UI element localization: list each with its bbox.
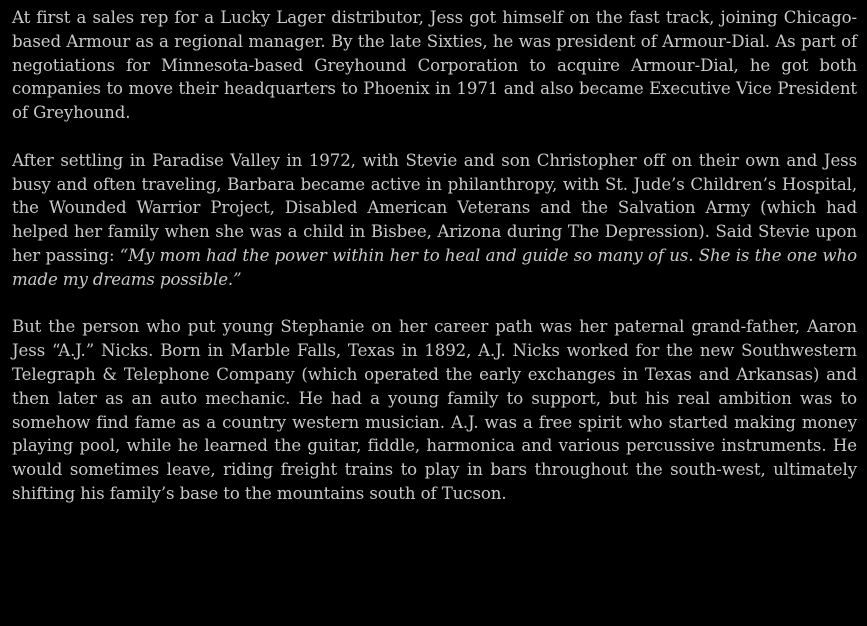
paragraph-3-text: But the person who put young Stephanie on her career path was her paternal grand-father, Aaron Jess “A.J.” Nicks. Born in Marble Falls, Texas in 1892, A.J. Nicks worked for the new Southwestern Telegraph & Telephone Company (which operated the early exchanges in Texas and Arkansas) and then later as an auto mechanic. He had a young family to support, but his real ambition was to somehow find fame as a country western musician. A.J. was a free spirit who started making money playing pool, while he learned the guitar, fiddle, harmonica and various percussive instruments. He would sometimes leave, riding freight trains to play in bars throughout the south-west, ultimately shifting his family’s base to the mountains south of Tucson. bbox=[12, 317, 857, 503]
paragraph-1-text: At first a sales rep for a Lucky Lager distributor, Jess got himself on the fast track, joining Chicago-based Armour as a regional manager. By the late Sixties, he was president of Armour-Dial. As part of negotiations for Minnesota-based Greyhound Corporation to acquire Armour-Dial, he got both companies to move their headquarters to Phoenix in 1971 and also became Executive Vice President of Greyhound. bbox=[12, 8, 857, 123]
paragraph-1 bbox=[12, 6, 857, 125]
paragraph-2-text: After settling in Paradise Valley in 1972, with Stevie and son Christopher off on their own and Jess busy and often traveling, Barbara became active in philanthropy, with St. Jude’s Children’s Hospital, the Wounded Warrior Project, Disabled American Veterans and the Salvation Army (which had helped her family when she was a child in Bisbee, Arizona during The Depression). Said Stevie upon her passing: bbox=[12, 150, 857, 265]
stevie-quote: “My mom had the power within her to heal and guide so many of us. She is the one who made my dreams possible.” bbox=[12, 245, 857, 289]
paragraph-3 bbox=[12, 315, 857, 505]
paragraph-2 bbox=[12, 149, 857, 292]
